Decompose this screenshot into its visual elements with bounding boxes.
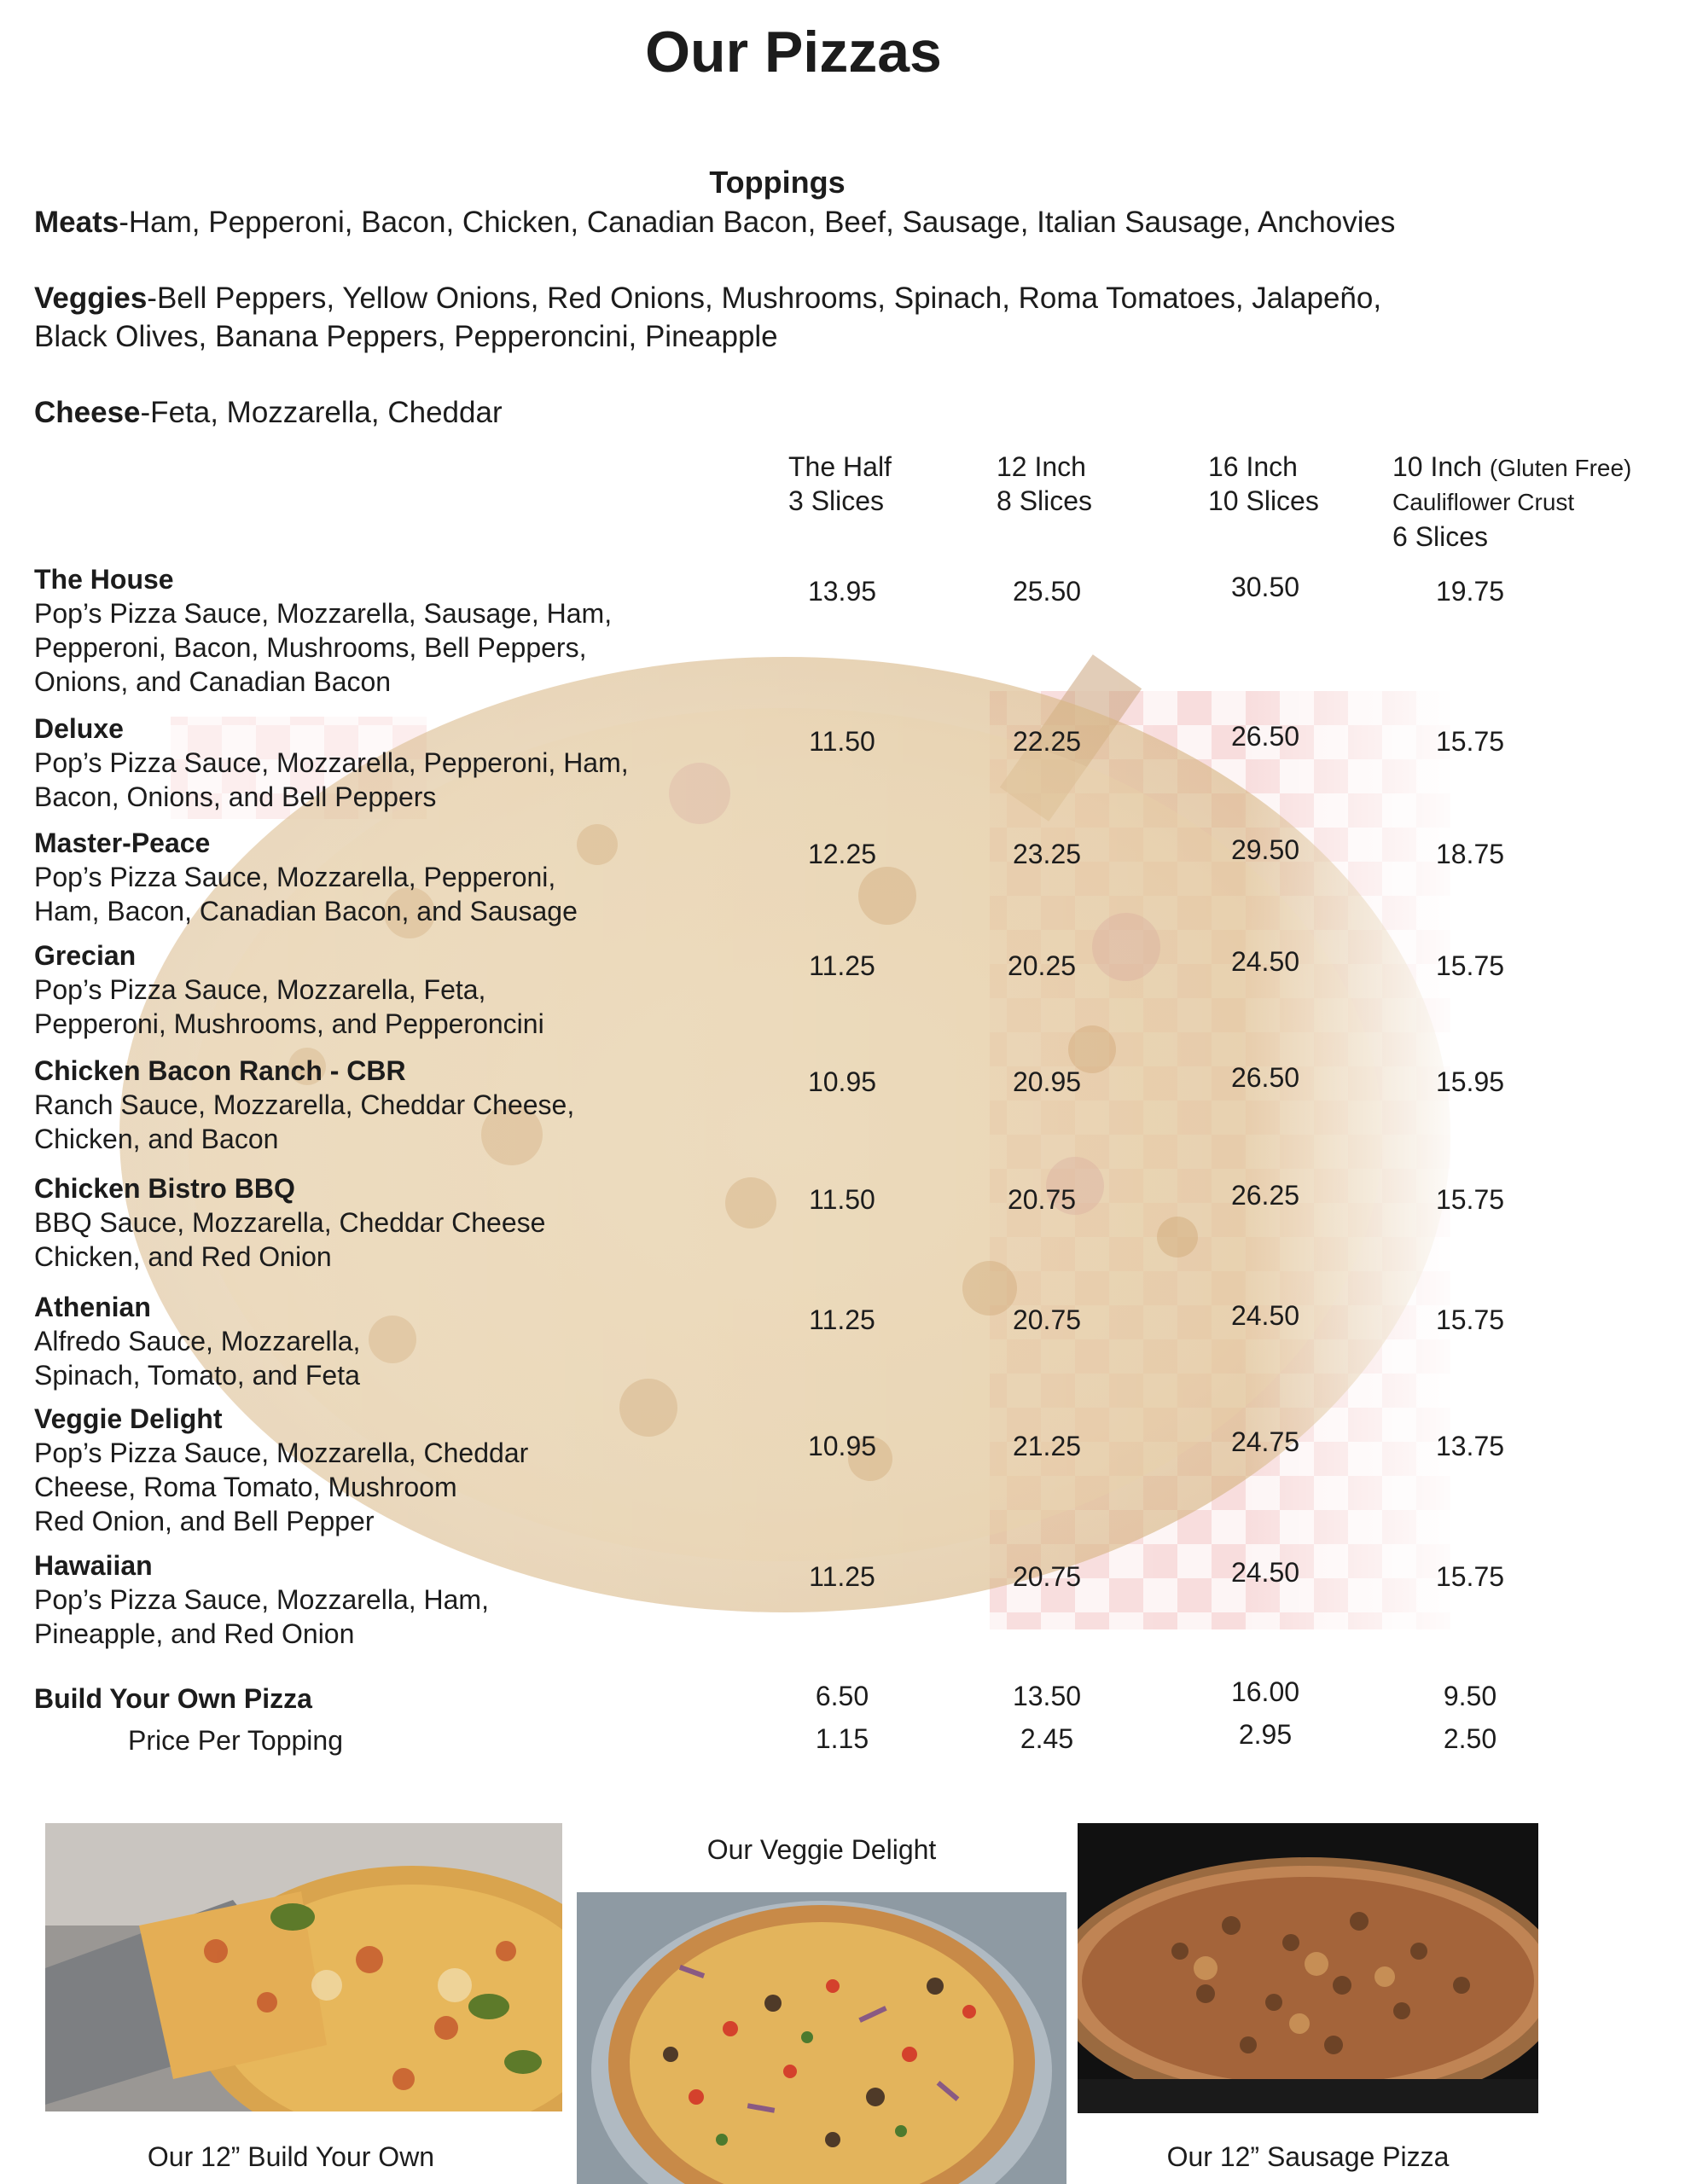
pizza-name-deluxe: Deluxe <box>34 713 124 744</box>
price-veggie-gf: 13.75 <box>1435 1431 1505 1461</box>
price-athenian-12: 20.75 <box>1012 1304 1082 1335</box>
build-your-own-name: Build Your Own Pizza <box>34 1683 312 1714</box>
meats-line <box>34 203 1553 241</box>
veggies-label: Veggies <box>34 282 148 315</box>
price-veggie-16: 24.75 <box>1230 1426 1300 1457</box>
pizza-desc-chicken-bacon-ranch: Ranch Sauce, Mozzarella, Cheddar Cheese, Chicken, and Bacon <box>34 1089 575 1154</box>
build-your-own-caption: Our 12” Build Your Own <box>147 2141 435 2172</box>
price-the-house-12: 25.50 <box>1012 576 1082 607</box>
price-master-peace-half: 12.25 <box>807 839 877 869</box>
price-deluxe-16: 26.50 <box>1230 721 1300 752</box>
price-veggie-half: 10.95 <box>807 1431 877 1461</box>
price-athenian-gf: 15.75 <box>1435 1304 1505 1335</box>
price-byo-half: 6.50 <box>815 1681 869 1711</box>
pizza-name-chicken-bacon-ranch: Chicken Bacon Ranch - CBR <box>34 1055 406 1086</box>
price-master-peace-16: 29.50 <box>1230 834 1300 865</box>
price-the-house-16: 30.50 <box>1230 572 1300 602</box>
price-the-house-half: 13.95 <box>807 576 877 607</box>
pizza-desc-veggie-delight: Pop’s Pizza Sauce, Mozzarella, Cheddar Cheese, Roma Tomato, Mushroom Red Onion, and Bell Pepper <box>34 1438 529 1536</box>
meats-label: Meats <box>34 206 119 239</box>
column-header-12-inch <box>997 450 1092 518</box>
build-your-own-photo <box>45 1823 562 2111</box>
column-header-gluten-free-line3: 6 Slices <box>1392 521 1489 552</box>
price-athenian-16: 24.50 <box>1230 1300 1300 1331</box>
sausage-pizza-photo <box>1078 1823 1538 2113</box>
column-header-gluten-free-line2: Cauliflower Crust <box>1392 489 1575 515</box>
price-deluxe-12: 22.25 <box>1012 726 1082 757</box>
price-byo-gf: 9.50 <box>1443 1681 1497 1711</box>
pizza-desc-the-house: Pop’s Pizza Sauce, Mozzarella, Sausage, Ham, Pepperoni, Bacon, Mushrooms, Bell Peppers, Onions, and Canadian Bacon <box>34 598 613 697</box>
price-the-house-gf: 19.75 <box>1435 576 1505 607</box>
pizza-desc-grecian: Pop’s Pizza Sauce, Mozzarella, Feta, Pepperoni, Mushrooms, and Pepperoncini <box>34 974 544 1039</box>
price-bbq-half: 11.50 <box>809 1184 875 1215</box>
price-per-topping-label: Price Per Topping <box>128 1725 343 1756</box>
pizza-name-chicken-bistro-bbq: Chicken Bistro BBQ <box>34 1173 295 1204</box>
cheese-line <box>34 393 1553 432</box>
column-header-12-inch-line2: 8 Slices <box>997 485 1093 516</box>
price-cbr-16: 26.50 <box>1230 1062 1300 1093</box>
price-grecian-16: 24.50 <box>1230 946 1300 977</box>
pizza-desc-chicken-bistro-bbq: BBQ Sauce, Mozzarella, Cheddar Cheese Chicken, and Red Onion <box>34 1207 546 1272</box>
price-bbq-gf: 15.75 <box>1435 1184 1505 1215</box>
price-bbq-16: 26.25 <box>1230 1180 1300 1211</box>
price-athenian-half: 11.25 <box>809 1304 875 1335</box>
topping-price-16: 2.95 <box>1238 1719 1293 1750</box>
price-hawaiian-gf: 15.75 <box>1435 1561 1505 1592</box>
sausage-pizza-caption: Our 12” Sausage Pizza <box>1166 2141 1450 2172</box>
cheese-list: -Feta, Mozzarella, Cheddar <box>140 396 503 429</box>
column-header-12-inch-line1: 12 Inch <box>997 451 1086 482</box>
column-header-half <box>788 450 892 518</box>
pizza-name-master-peace: Master-Peace <box>34 828 211 858</box>
price-grecian-12: 20.25 <box>1007 950 1077 981</box>
price-hawaiian-half: 11.25 <box>809 1561 875 1592</box>
pizza-name-veggie-delight: Veggie Delight <box>34 1403 223 1434</box>
meats-list: -Ham, Pepperoni, Bacon, Chicken, Canadian Bacon, Beef, Sausage, Italian Sausage, Anchovies <box>119 206 1396 239</box>
veggies-line <box>34 279 1553 317</box>
price-byo-12: 13.50 <box>1012 1681 1082 1711</box>
pizza-desc-athenian: Alfredo Sauce, Mozzarella, Spinach, Tomato, and Feta <box>34 1326 361 1391</box>
price-deluxe-half: 11.50 <box>809 726 875 757</box>
page-title: Our Pizzas <box>645 20 942 84</box>
column-header-16-inch-line2: 10 Slices <box>1208 485 1319 516</box>
cheese-label: Cheese <box>34 396 141 429</box>
column-header-gluten-free <box>1392 450 1631 554</box>
price-bbq-12: 20.75 <box>1007 1184 1077 1215</box>
pizza-desc-hawaiian: Pop’s Pizza Sauce, Mozzarella, Ham, Pineapple, and Red Onion <box>34 1584 489 1649</box>
price-cbr-12: 20.95 <box>1012 1066 1082 1097</box>
veggie-delight-photo <box>577 1892 1066 2184</box>
price-grecian-gf: 15.75 <box>1435 950 1505 981</box>
column-header-half-line1: The Half <box>788 451 892 482</box>
topping-price-12: 2.45 <box>1020 1723 1074 1754</box>
price-hawaiian-12: 20.75 <box>1012 1561 1082 1592</box>
toppings-heading: Toppings <box>709 165 846 200</box>
column-header-half-line2: 3 Slices <box>788 485 885 516</box>
pizza-desc-deluxe: Pop’s Pizza Sauce, Mozzarella, Pepperoni, Ham, Bacon, Onions, and Bell Peppers <box>34 747 629 812</box>
pizza-name-grecian: Grecian <box>34 940 137 971</box>
pizza-desc-master-peace: Pop’s Pizza Sauce, Mozzarella, Pepperoni, Ham, Bacon, Canadian Bacon, and Sausage <box>34 862 578 926</box>
price-cbr-half: 10.95 <box>807 1066 877 1097</box>
pizza-name-hawaiian: Hawaiian <box>34 1550 153 1581</box>
price-hawaiian-16: 24.50 <box>1230 1557 1300 1588</box>
column-header-gluten-free-line1: 10 Inch (Gluten Free) <box>1392 451 1632 482</box>
price-deluxe-gf: 15.75 <box>1435 726 1505 757</box>
column-header-16-inch-line1: 16 Inch <box>1208 451 1298 482</box>
price-grecian-half: 11.25 <box>809 950 875 981</box>
topping-price-half: 1.15 <box>815 1723 869 1754</box>
topping-price-gf: 2.50 <box>1443 1723 1497 1754</box>
pizza-name-athenian: Athenian <box>34 1292 151 1322</box>
veggies-line-2: Black Olives, Banana Peppers, Pepperoncini, Pineapple <box>34 320 778 353</box>
pizza-name-the-house: The House <box>34 564 174 595</box>
price-veggie-12: 21.25 <box>1012 1431 1082 1461</box>
veggies-list: -Bell Peppers, Yellow Onions, Red Onions, Mushrooms, Spinach, Roma Tomatoes, Jalapeño, <box>147 282 1382 315</box>
price-master-peace-gf: 18.75 <box>1435 839 1505 869</box>
price-cbr-gf: 15.95 <box>1435 1066 1505 1097</box>
column-header-16-inch <box>1208 450 1319 518</box>
veggie-delight-caption: Our Veggie Delight <box>706 1834 937 1865</box>
price-master-peace-12: 23.25 <box>1012 839 1082 869</box>
price-byo-16: 16.00 <box>1230 1676 1300 1707</box>
